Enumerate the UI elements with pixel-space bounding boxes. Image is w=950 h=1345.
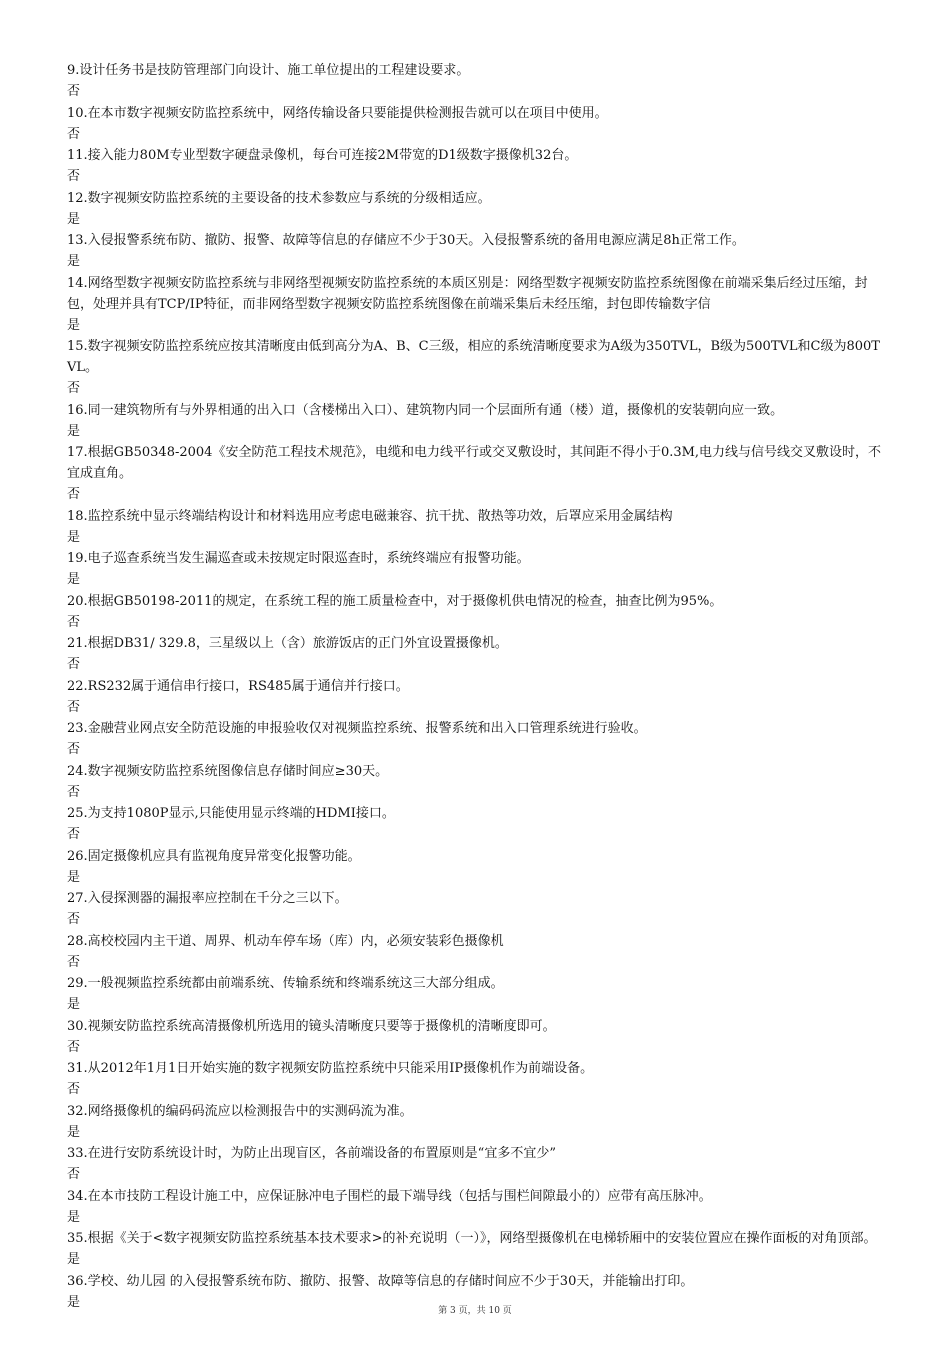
answer-text: 否	[67, 699, 81, 715]
question-text: 19.电子巡查系统当发生漏巡查或未按规定时限巡查时，系统终端应有报警功能。	[67, 551, 530, 566]
answer-text: 否	[67, 1167, 81, 1182]
question-item	[67, 1186, 887, 1229]
question-text: 23.金融营业网点安全防范设施的申报验收仅对视频监控系统、报警系统和出入口管理系统进行验收。	[67, 721, 647, 736]
question-text: 17.根据GB50348-2004《安全防范工程技术规范》，电缆和电力线平行或交叉敷设时，其间距不得小于0.3M,电力线与信号线交叉敷设时，不宜成直角。	[67, 445, 882, 481]
answer-text: 是	[67, 529, 81, 545]
question-item	[67, 336, 887, 400]
question-text: 22.RS232属于通信串行接口，RS485属于通信并行接口。	[67, 678, 409, 694]
question-item	[67, 1058, 887, 1101]
question-item	[67, 103, 887, 146]
question-item	[67, 676, 887, 719]
answer-text: 否	[67, 1039, 81, 1055]
question-item	[67, 931, 887, 974]
question-item	[67, 761, 887, 804]
answer-text: 是	[67, 869, 81, 885]
question-text: 12.数字视频安防监控系统的主要设备的技术参数应与系统的分级相适应。	[67, 190, 491, 206]
answer-text: 否	[67, 784, 81, 800]
question-text: 28.高校校园内主干道、周界、机动车停车场（库）内，必须安装彩色摄像机	[67, 933, 504, 949]
question-text: 33.在进行安防系统设计时，为防止出现盲区，各前端设备的布置原则是“宜多不宜少”	[67, 1146, 556, 1161]
question-text: 27.入侵探测器的漏报率应控制在千分之三以下。	[67, 891, 348, 906]
question-item	[67, 846, 887, 889]
question-item	[67, 591, 887, 634]
question-item	[67, 1016, 887, 1059]
question-item	[67, 273, 887, 337]
question-text: 25.为支持1080P显示,只能使用显示终端的HDMI接口。	[67, 806, 395, 821]
question-text: 20.根据GB50198-2011的规定，在系统工程的施工质量检查中，对于摄像机供电情况的检查，抽查比例为95%。	[67, 593, 723, 609]
question-text: 14.网络型数字视频安防监控系统与非网络型视频安防监控系统的本质区别是：网络型数字视频安防监控系统图像在前端采集后经过压缩，封包，处理并具有TCP/IP特征，而非网络型数字视频安防监控系统图像在前端采集后未经压缩，封包即传输数字信	[67, 275, 868, 312]
question-list	[67, 60, 887, 1313]
question-text: 29.一般视频监控系统都由前端系统、传输系统和终端系统这三大部分组成。	[67, 976, 504, 991]
answer-text: 是	[67, 317, 81, 333]
question-text: 36.学校、幼儿园 的入侵报警系统布防、撤防、报警、故障等信息的存储时间应不少于30天，并能输出打印。	[67, 1273, 694, 1289]
question-text: 11.接入能力80M专业型数字硬盘录像机，每台可连接2M带宽的D1级数字摄像机32台。	[67, 148, 578, 163]
answer-text: 是	[67, 572, 81, 587]
answer-text: 否	[67, 381, 81, 396]
question-text: 31.从2012年1月1日开始实施的数字视频安防监控系统中只能采用IP摄像机作为前端设备。	[67, 1061, 594, 1076]
answer-text: 是	[67, 1252, 81, 1267]
answer-text: 是	[67, 423, 81, 439]
question-item	[67, 442, 887, 506]
question-item	[67, 888, 887, 931]
question-item	[67, 973, 887, 1016]
question-text: 9.设计任务书是技防管理部门向设计、施工单位提出的工程建设要求。	[67, 63, 470, 78]
question-item	[67, 400, 887, 443]
question-item	[67, 633, 887, 676]
question-item	[67, 145, 887, 188]
question-item	[67, 1228, 887, 1271]
question-item	[67, 718, 887, 761]
question-item	[67, 1143, 887, 1186]
page-footer: 第 3 页，共 10 页	[438, 1306, 512, 1316]
question-item	[67, 506, 887, 549]
question-text: 30.视频安防监控系统高清摄像机所选用的镜头清晰度只要等于摄像机的清晰度即可。	[67, 1018, 556, 1034]
answer-text: 是	[67, 1124, 81, 1140]
question-text: 15.数字视频安防监控系统应按其清晰度由低到高分为A、B、C三级，相应的系统清晰度要求为A级为350TVL，B级为500TVL和C级为800TVL。	[67, 339, 880, 375]
question-text: 21.根据DB31/ 329.8，三星级以上（含）旅游饭店的正门外宜设置摄像机。	[67, 636, 508, 651]
question-item	[67, 803, 887, 846]
answer-text: 否	[67, 954, 81, 970]
question-item	[67, 188, 887, 231]
answer-text: 否	[67, 742, 81, 757]
question-item	[67, 230, 887, 273]
question-item	[67, 1101, 887, 1144]
answer-text: 否	[67, 487, 81, 502]
question-text: 18.监控系统中显示终端结构设计和材料选用应考虑电磁兼容、抗干扰、散热等功效，后罩应采用金属结构	[67, 508, 673, 524]
question-text: 13.入侵报警系统布防、撤防、报警、故障等信息的存储应不少于30天。入侵报警系统的备用电源应满足8h正常工作。	[67, 233, 745, 248]
question-text: 35.根据《关于<数字视频安防监控系统基本技术要求>的补充说明（一）》，网络型摄像机在电梯轿厢中的安装位置应在操作面板的对角顶部。	[67, 1231, 877, 1246]
answer-text: 是	[67, 997, 81, 1012]
answer-text: 否	[67, 614, 81, 630]
answer-text: 否	[67, 126, 81, 142]
question-item	[67, 548, 887, 591]
answer-text: 否	[67, 657, 81, 672]
answer-text: 是	[67, 254, 81, 269]
question-text: 32.网络摄像机的编码码流应以检测报告中的实测码流为准。	[67, 1103, 413, 1119]
answer-text: 是	[67, 1294, 81, 1310]
question-text: 24.数字视频安防监控系统图像信息存储时间应≥30天。	[67, 763, 389, 779]
question-text: 26.固定摄像机应具有监视角度异常变化报警功能。	[67, 848, 361, 864]
answer-text: 否	[67, 169, 81, 184]
question-text: 34.在本市技防工程设计施工中，应保证脉冲电子围栏的最下端导线（包括与围栏间隙最小的）应带有高压脉冲。	[67, 1188, 712, 1204]
question-text: 16.同一建筑物所有与外界相通的出入口（含楼梯出入口）、建筑物内同一个层面所有通（楼）道，摄像机的安装朝向应一致。	[67, 402, 784, 418]
question-item	[67, 60, 887, 103]
answer-text: 否	[67, 84, 81, 99]
answer-text: 是	[67, 1209, 81, 1225]
answer-text: 否	[67, 912, 81, 927]
question-text: 10.在本市数字视频安防监控系统中，网络传输设备只要能提供检测报告就可以在项目中使用。	[67, 105, 608, 121]
answer-text: 是	[67, 211, 81, 227]
answer-text: 否	[67, 827, 81, 842]
answer-text: 否	[67, 1082, 81, 1097]
